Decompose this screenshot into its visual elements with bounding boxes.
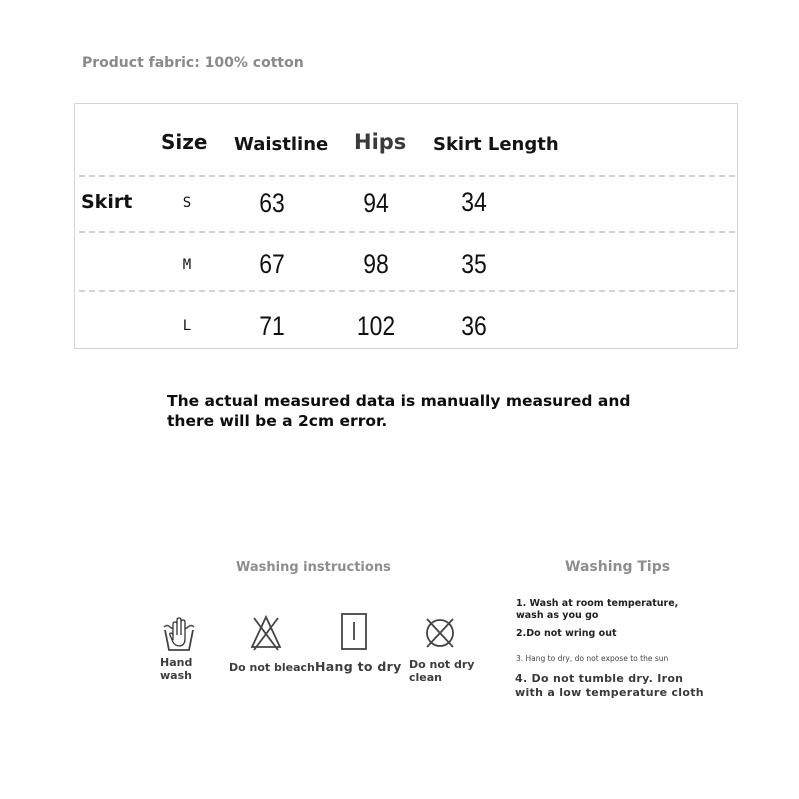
header-hips: Hips: [354, 130, 407, 154]
washing-tip: [515, 672, 704, 700]
waistline-cell: 67: [259, 249, 285, 279]
hips-cell: 98: [363, 249, 389, 279]
do-not-dry-clean-label-line: Do not dry: [409, 658, 475, 671]
size-chart-table: [74, 103, 738, 349]
do-not-dry-clean-label: [409, 658, 474, 684]
row-label-skirt: Skirt: [81, 191, 133, 213]
hang-to-dry-label: Hang to dry: [315, 659, 402, 674]
do-not-bleach-label: Do not bleach: [229, 661, 315, 674]
measurement-note: [167, 391, 630, 431]
washing-tip-line: with a low temperature cloth: [515, 686, 704, 699]
header-waistline: Waistline: [234, 134, 329, 155]
waistline-cell: 63: [259, 188, 285, 218]
washing-instructions-title: Washing instructions: [236, 560, 391, 575]
washing-tip: 2.Do not wring out: [516, 628, 617, 639]
do-not-bleach-icon: [249, 614, 283, 652]
hand-wash-label-line: wash: [160, 669, 192, 682]
hips-cell: 94: [363, 188, 389, 218]
header-skirt-length: Skirt Length: [433, 134, 559, 155]
washing-tip-line: 1. Wash at room temperature,: [516, 598, 679, 609]
fabric-label: Product fabric: 100% cotton: [82, 55, 304, 71]
header-size: Size: [161, 130, 208, 154]
waistline-cell: 71: [259, 311, 285, 341]
skirt-length-cell: 36: [461, 311, 487, 341]
measurement-note-line: The actual measured data is manually measured and: [167, 392, 631, 410]
hips-cell: 102: [356, 311, 396, 341]
hand-wash-label-line: Hand: [160, 656, 193, 669]
washing-tip-line: wash as you go: [516, 610, 599, 621]
size-cell: L: [182, 318, 192, 334]
row-divider: [79, 231, 735, 233]
do-not-dry-clean-label-line: clean: [409, 671, 443, 684]
washing-tips-title: Washing Tips: [565, 559, 671, 575]
row-divider: [79, 175, 735, 177]
washing-tip-line: 4. Do not tumble dry. Iron: [515, 672, 684, 685]
size-cell: S: [182, 195, 192, 211]
skirt-length-cell: 35: [461, 249, 487, 279]
hand-wash-label: [160, 656, 192, 682]
skirt-length-cell: 34: [461, 187, 487, 217]
hang-to-dry-icon: [339, 612, 369, 652]
size-cell: M: [182, 257, 192, 273]
hand-wash-icon: [162, 613, 196, 653]
do-not-dry-clean-icon: [423, 614, 457, 652]
washing-tip: [516, 598, 678, 622]
measurement-note-line: there will be a 2cm error.: [167, 412, 388, 430]
washing-tip: 3. Hang to dry, do not expose to the sun: [516, 654, 669, 663]
row-divider: [79, 290, 735, 292]
